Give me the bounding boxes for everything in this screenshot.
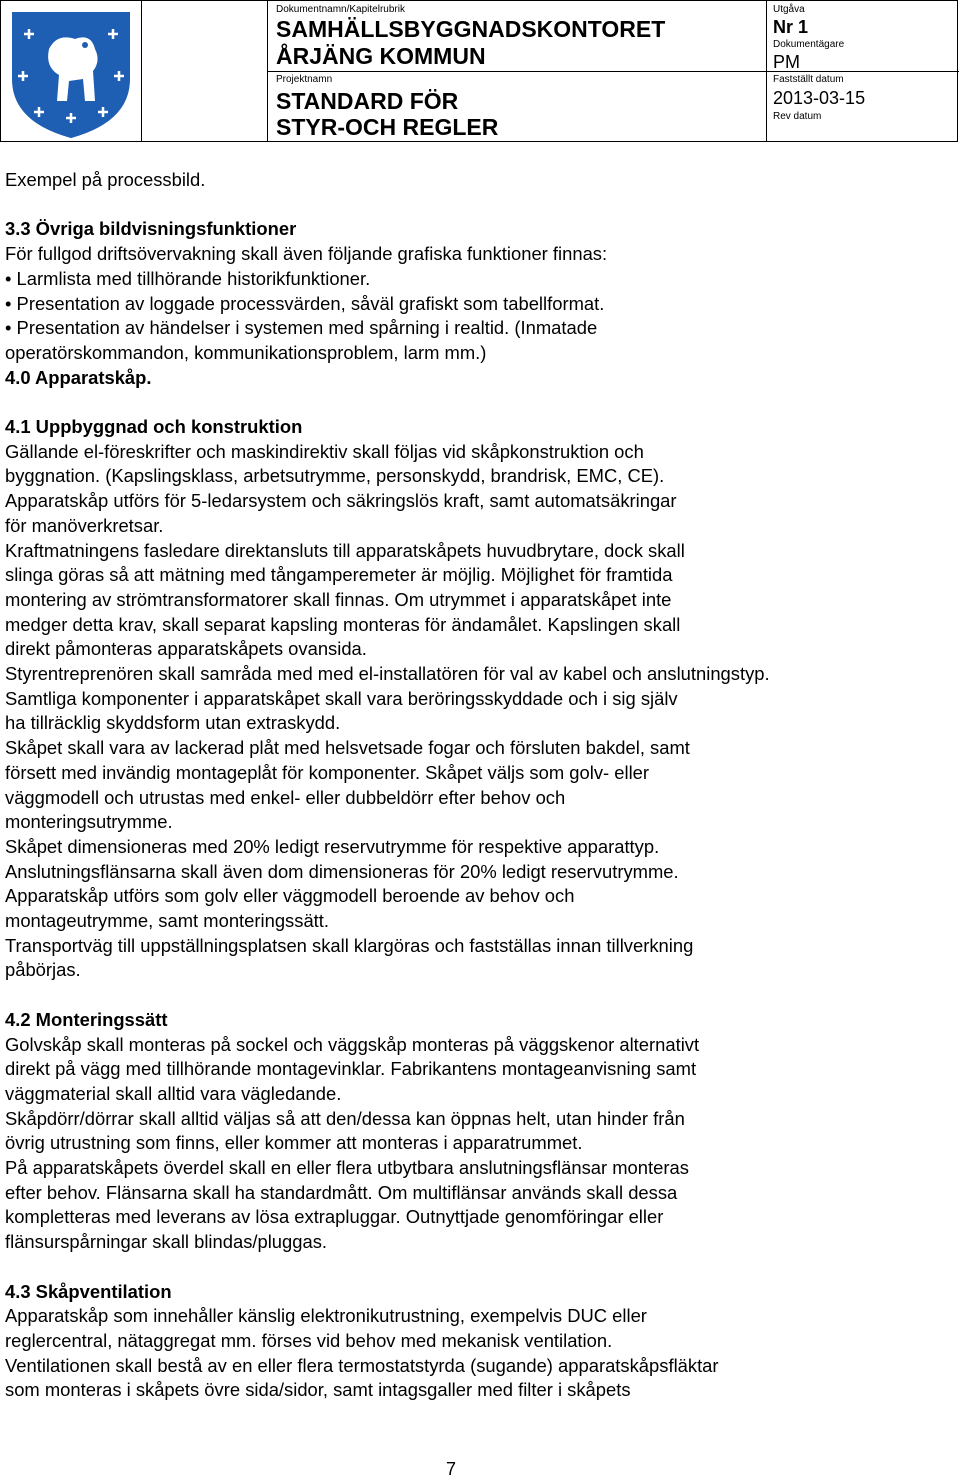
body-text-line: efter behov. Flänsarna skall ha standardmått. Om multiflänsar används skall dessa: [5, 1181, 678, 1203]
body-text-line: Styrentreprenören skall samråda med med el-installatören för val av kabel och anslutningstyp.: [5, 663, 770, 685]
section-heading: 4.0 Apparatskåp.: [5, 366, 152, 388]
body-text-line: medger detta krav, skall separat kapsling monteras för ändamålet. Kapslingen skall: [5, 613, 681, 635]
approved-date-label: Fastställt datum: [773, 74, 844, 85]
body-text-line: • Larmlista med tillhörande historikfunktioner.: [5, 267, 371, 289]
blank-line: [5, 390, 955, 415]
body-text-line: Exempel på processbild.: [5, 169, 206, 190]
body-text-line: väggmodell och utrustas med enkel- eller dubbeldörr efter behov och: [5, 786, 566, 808]
body-text-line: direkt på vägg med tillhörande montagevinklar. Fabrikantens montageanvisning samt: [5, 1058, 697, 1080]
owner-value: PM: [773, 52, 800, 72]
body-text-line: som monteras i skåpets övre sida/sidor, samt intagsgaller med filter i skåpets: [5, 1379, 631, 1401]
body-text-line: reglercentral, nätaggregat mm. förses vid behov med mekanisk ventilation.: [5, 1329, 613, 1351]
section-heading: 4.3 Skåpventilation: [5, 1280, 172, 1302]
blank-line: [5, 193, 955, 218]
owner-label: Dokumentägare: [773, 39, 845, 50]
body-text-line: • Presentation av loggade processvärden, såväl grafiskt som tabellformat.: [5, 292, 605, 314]
body-text-line: för manöverkretsar.: [5, 514, 164, 536]
body-text-line: Apparatskåp utförs för 5-ledarsystem och säkringslös kraft, samt automatsäkringar: [5, 490, 677, 512]
organization-line-2: ÅRJÄNG KOMMUN: [276, 43, 486, 69]
section-heading: 4.2 Monteringssätt: [5, 1008, 168, 1030]
body-text-line: försett med invändig montageplåt för komponenter. Skåpet väljs som golv- eller: [5, 761, 650, 783]
body-text-line: montageutrymme, samt monteringssätt.: [5, 910, 330, 932]
body-text-line: På apparatskåpets överdel skall en eller flera utbytbara anslutningsflänsar monteras: [5, 1157, 689, 1179]
body-text-line: montering av strömtransformatorer skall finnas. Om utrymmet i apparatskåpet inte: [5, 588, 672, 610]
revision-date-label: Rev datum: [773, 111, 822, 122]
body-text-line: Apparatskåp utförs som golv eller väggmodell beroende av behov och: [5, 885, 575, 907]
body-text-line: Skåpet skall vara av lackerad plåt med helsvetsade fogar och försluten bakdel, samt: [5, 737, 690, 759]
body-text-line: Gällande el-föreskrifter och maskindirektiv skall följas vid skåpkonstruktion och: [5, 440, 644, 462]
edition-value: Nr 1: [773, 17, 809, 37]
body-text-line: Anslutningsflänsarna skall även dom dimensioneras för 20% ledigt reservutrymme.: [5, 860, 679, 882]
title-cell: [267, 1, 767, 141]
body-text-line: övrig utrustning som finns, eller kommer att monteras i apparatrummet.: [5, 1132, 583, 1154]
project-name-label: Projektnamn: [276, 74, 333, 85]
project-name-line-2: STYR-OCH REGLER: [276, 114, 499, 140]
body-text-line: Kraftmatningens fasledare direktansluts till apparatskåpets huvudbrytare, dock skall: [5, 539, 685, 561]
blank-line: [5, 1255, 955, 1280]
edition-label: Utgåva: [773, 4, 805, 15]
body-text-line: För fullgod driftsövervakning skall även följande grafiska funktioner finnas:: [5, 243, 608, 265]
municipal-coat-of-arms-icon: [9, 9, 133, 139]
body-text-line: kompletteras med leverans av lösa extrapluggar. Outnyttjade genomföringar eller: [5, 1206, 664, 1228]
section-heading: 3.3 Övriga bildvisningsfunktioner: [5, 218, 297, 240]
body-text-line: Samtliga komponenter i apparatskåpet skall vara beröringsskyddade och i sig själv: [5, 687, 678, 709]
logo-cell: [1, 1, 142, 141]
document-body: [5, 168, 955, 1403]
body-text-line: Transportväg till uppställningsplatsen skall klargöras och fastställas innan tillverkning: [5, 934, 694, 956]
page-number: 7: [446, 1459, 457, 1479]
body-text-line: Skåpdörr/dörrar skall alltid väljas så att den/dessa kan öppnas helt, utan hinder från: [5, 1107, 685, 1129]
document-name-label: Dokumentnamn/Kapitelrubrik: [276, 4, 405, 15]
body-text-line: väggmaterial skall alltid vara vägledande.: [5, 1082, 342, 1104]
section-heading: 4.1 Uppbyggnad och konstruktion: [5, 416, 303, 437]
body-text-line: ha tillräcklig skyddsform utan extraskydd.: [5, 712, 341, 734]
body-text-line: byggnation. (Kapslingsklass, arbetsutrymme, personskydd, brandrisk, EMC, CE).: [5, 465, 665, 487]
body-text-line: Ventilationen skall bestå av en eller flera termostatstyrda (sugande) apparatskåpsfläktar: [5, 1354, 719, 1376]
body-text-line: flänsurspårningar skall blindas/pluggas.: [5, 1231, 328, 1253]
body-text-line: påbörjas.: [5, 959, 81, 981]
approved-date-value: 2013-03-15: [773, 88, 866, 108]
document-header: [0, 0, 958, 142]
blank-line: [5, 983, 955, 1008]
body-text-line: operatörskommandon, kommunikationsproblem, larm mm.): [5, 341, 487, 363]
body-text-line: direkt påmonteras apparatskåpets ovansida.: [5, 638, 367, 660]
project-name-line-1: STANDARD FÖR: [276, 88, 459, 114]
body-text-line: slinga göras så att mätning med tångamperemeter är möjlig. Möjlighet för framtida: [5, 564, 673, 586]
body-text-line: Golvskåp skall monteras på sockel och väggskåp monteras på väggskenor alternativt: [5, 1033, 700, 1055]
organization-line-1: SAMHÄLLSBYGGNADSKONTORET: [276, 16, 666, 42]
body-text-line: • Presentation av händelser i systemen med spårning i realtid. (Inmatade: [5, 317, 598, 339]
body-text-line: Skåpet dimensioneras med 20% ledigt reservutrymme för respektive apparattyp.: [5, 835, 660, 857]
body-text-line: Apparatskåp som innehåller känslig elektronikutrustning, exempelvis DUC eller: [5, 1305, 647, 1327]
body-text-line: monteringsutrymme.: [5, 811, 173, 833]
metadata-cell: [765, 1, 959, 141]
